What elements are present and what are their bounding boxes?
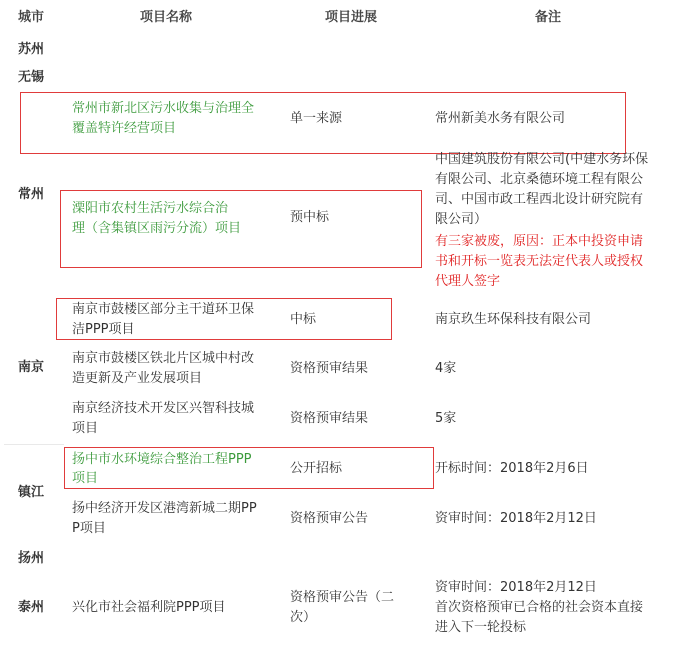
project-note: 资审时间：2018年2月12日 <box>435 580 597 595</box>
project-name-line: 南京市鼓楼区部分主干道环卫保 <box>72 302 255 317</box>
project-progress: 预中标 <box>290 210 330 225</box>
project-name-line: 扬中市水环境综合整治工程PPP <box>72 452 252 467</box>
project-note: 5家 <box>435 411 457 426</box>
project-progress: 资格预审结果 <box>290 411 369 426</box>
header-city: 城市 <box>18 10 45 25</box>
project-note: 开标时间：2018年2月6日 <box>435 461 589 476</box>
header-project-name: 项目名称 <box>140 10 193 25</box>
project-progress: 资格预审公告（二 <box>290 590 395 605</box>
project-note: 司、中国市政工程西北设计研究院有 <box>435 192 644 207</box>
project-note: 进入下一轮投标 <box>435 620 527 635</box>
project-note-warning: 有三家被废，原因：正本中投资申请 <box>435 234 644 249</box>
city-changzhou: 常州 <box>18 187 45 202</box>
project-note: 资审时间：2018年2月12日 <box>435 511 597 526</box>
project-name-line: 常州市新北区污水收集与治理全 <box>72 101 255 116</box>
project-name-line: 理（含集镇区雨污分流）项目 <box>72 221 242 236</box>
project-note: 限公司） <box>435 212 488 227</box>
project-name-line: 南京经济技术开发区兴智科技城 <box>72 401 255 416</box>
project-name-line: 溧阳市农村生活污水综合治 <box>72 201 229 216</box>
city-suzhou: 苏州 <box>18 42 45 57</box>
header-project-progress: 项目进展 <box>325 10 378 25</box>
project-progress: 资格预审公告 <box>290 511 369 526</box>
project-progress: 单一来源 <box>290 111 343 126</box>
project-progress: 次） <box>290 610 317 625</box>
project-name-line: 覆盖特许经营项目 <box>72 121 177 136</box>
project-progress: 公开招标 <box>290 461 343 476</box>
project-note: 4家 <box>435 361 457 376</box>
city-wuxi: 无锡 <box>18 70 45 85</box>
city-nanjing: 南京 <box>18 360 45 375</box>
project-name-line: 扬中经济开发区港湾新城二期PP <box>72 501 257 516</box>
project-name-line: P项目 <box>72 521 106 536</box>
project-note: 中国建筑股份有限公司(中建水务环保 <box>435 152 649 167</box>
project-name-line: 造更新及产业发展项目 <box>72 371 203 386</box>
project-note: 常州新美水务有限公司 <box>435 111 566 126</box>
project-progress: 中标 <box>290 312 317 327</box>
project-note: 首次资格预审已合格的社会资本直接 <box>435 600 644 615</box>
city-yangzhou: 扬州 <box>18 551 45 566</box>
project-note-warning: 书和开标一览表无法定代表人或授权 <box>435 254 644 269</box>
row-divider <box>4 444 64 445</box>
project-progress: 资格预审结果 <box>290 361 369 376</box>
project-name-line: 项目 <box>72 421 99 436</box>
project-note: 南京玖生环保科技有限公司 <box>435 312 592 327</box>
project-name-line: 南京市鼓楼区铁北片区城中村改 <box>72 351 255 366</box>
project-note-warning: 代理人签字 <box>435 274 501 289</box>
project-name-line: 兴化市社会福利院PPP项目 <box>72 600 226 615</box>
header-note: 备注 <box>535 10 562 25</box>
project-name-line: 洁PPP项目 <box>72 322 135 337</box>
city-taizhou: 泰州 <box>18 600 45 615</box>
project-name-line: 项目 <box>72 471 99 486</box>
city-zhenjiang: 镇江 <box>18 485 45 500</box>
project-note: 有限公司、北京桑德环境工程有限公 <box>435 172 644 187</box>
